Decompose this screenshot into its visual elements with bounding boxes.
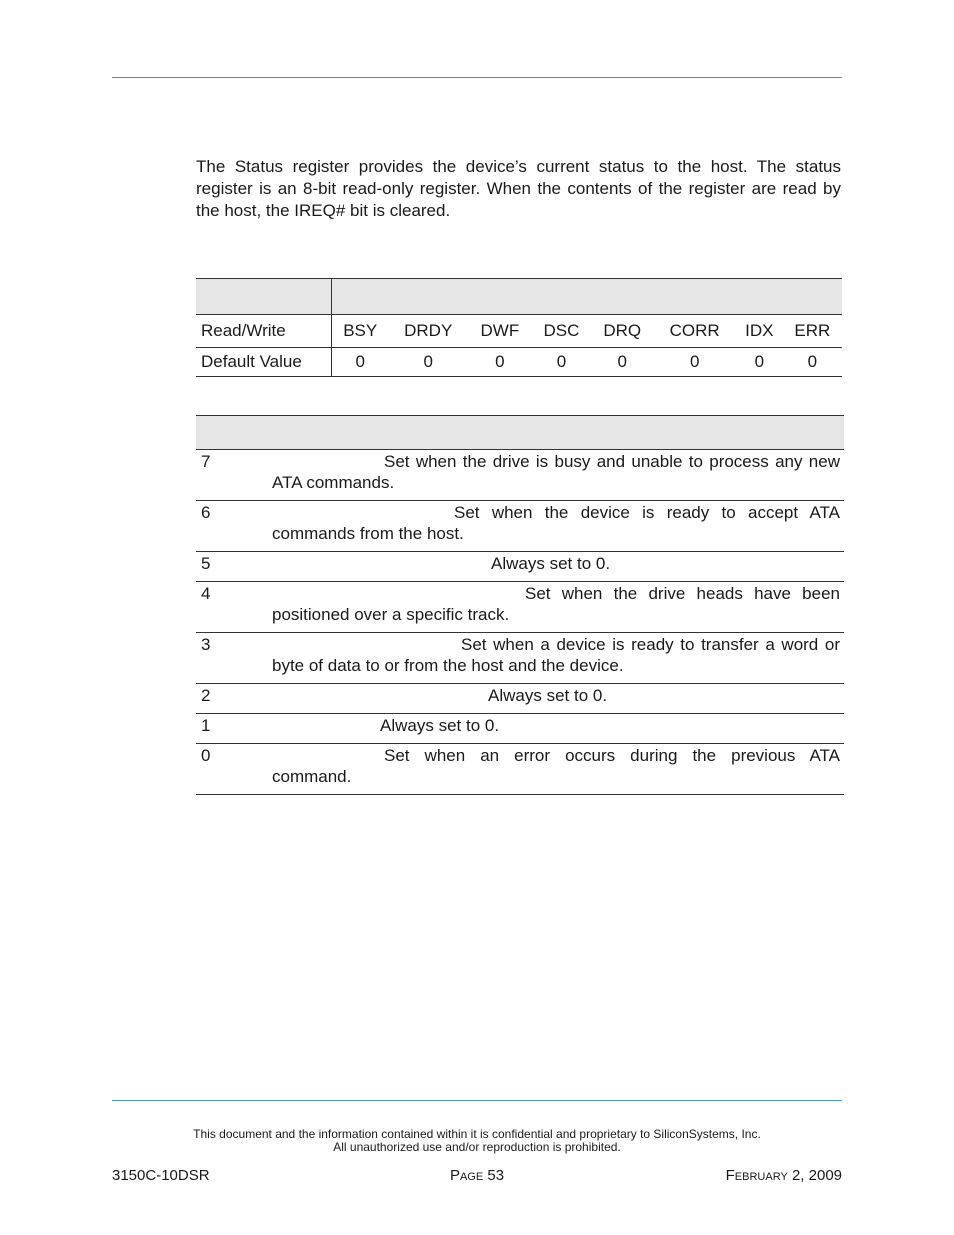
bit-description: Set when an error occurs during the previous ATA command.: [272, 746, 840, 786]
bit-row: [196, 582, 844, 633]
confidentiality-line-2: All unauthorized use and/or reproduction is prohibited.: [333, 1140, 621, 1154]
read-write-label: Read/Write: [196, 315, 332, 348]
bit-number: 2: [201, 686, 211, 705]
default-value: 0: [388, 348, 467, 377]
bit-row: [196, 501, 844, 552]
bit-name: DRQ: [591, 315, 653, 348]
bit-number: 7: [201, 452, 211, 471]
bit-number: 6: [201, 503, 211, 522]
default-value: 0: [653, 348, 736, 377]
top-rule: [112, 77, 842, 78]
default-value: 0: [468, 348, 532, 377]
bit-row: [196, 684, 844, 714]
default-value: 0: [532, 348, 591, 377]
bit-name: ERR: [783, 315, 842, 348]
bit-description-header: [196, 415, 844, 450]
bit-number: 5: [201, 554, 211, 573]
bit-name: DWF: [468, 315, 532, 348]
default-value: 0: [332, 348, 389, 377]
confidentiality-line-1: This document and the information contained within it is confidential and proprietary to SiliconSystems, Inc.: [193, 1127, 761, 1141]
bit-name: DSC: [532, 315, 591, 348]
bit-description-table: [196, 415, 844, 795]
bit-number: 1: [201, 716, 211, 735]
document-date: February 2, 2009: [725, 1167, 842, 1184]
status-register-table: [196, 278, 842, 377]
bit-name: CORR: [653, 315, 736, 348]
bit-number: 0: [201, 746, 211, 765]
bit-description: Always set to 0.: [488, 686, 608, 705]
bit-description: Always set to 0.: [380, 716, 500, 735]
bit-row: [196, 633, 844, 684]
bit-description: Always set to 0.: [491, 554, 611, 573]
footer-rule: [112, 1100, 842, 1101]
intro-paragraph: The Status register provides the device’s current status to the host. The status register is an 8-bit read-only register. When the contents of the register are read by the host, the IREQ# bit is cleared.: [196, 157, 841, 220]
bit-number: 3: [201, 635, 211, 654]
bit-name: IDX: [736, 315, 783, 348]
bit-row: [196, 450, 844, 501]
default-value: 0: [783, 348, 842, 377]
default-value-label: Default Value: [196, 348, 332, 377]
bit-row: [196, 714, 844, 744]
bit-description: Set when a device is ready to transfer a word or byte of data to or from the host and the device.: [272, 635, 840, 675]
register-header-label-cell: [196, 279, 332, 315]
document-id: 3150C-10DSR: [112, 1167, 210, 1184]
bit-row: [196, 552, 844, 582]
bit-description: Set when the drive heads have been positioned over a specific track.: [272, 584, 840, 624]
bit-description: Set when the drive is busy and unable to process any new ATA commands.: [272, 452, 840, 492]
bit-number: 4: [201, 584, 211, 603]
bit-row: [196, 744, 844, 795]
bit-name: BSY: [332, 315, 389, 348]
read-write-row: [196, 315, 842, 348]
default-value: 0: [736, 348, 783, 377]
register-header-row: [196, 279, 842, 315]
default-value: 0: [591, 348, 653, 377]
bit-name: DRDY: [388, 315, 467, 348]
default-value-row: [196, 348, 842, 377]
bit-description: Set when the device is ready to accept ATA commands from the host.: [272, 503, 840, 543]
page-number: Page 53: [449, 1167, 505, 1184]
register-header-bits-cell: [332, 279, 843, 315]
